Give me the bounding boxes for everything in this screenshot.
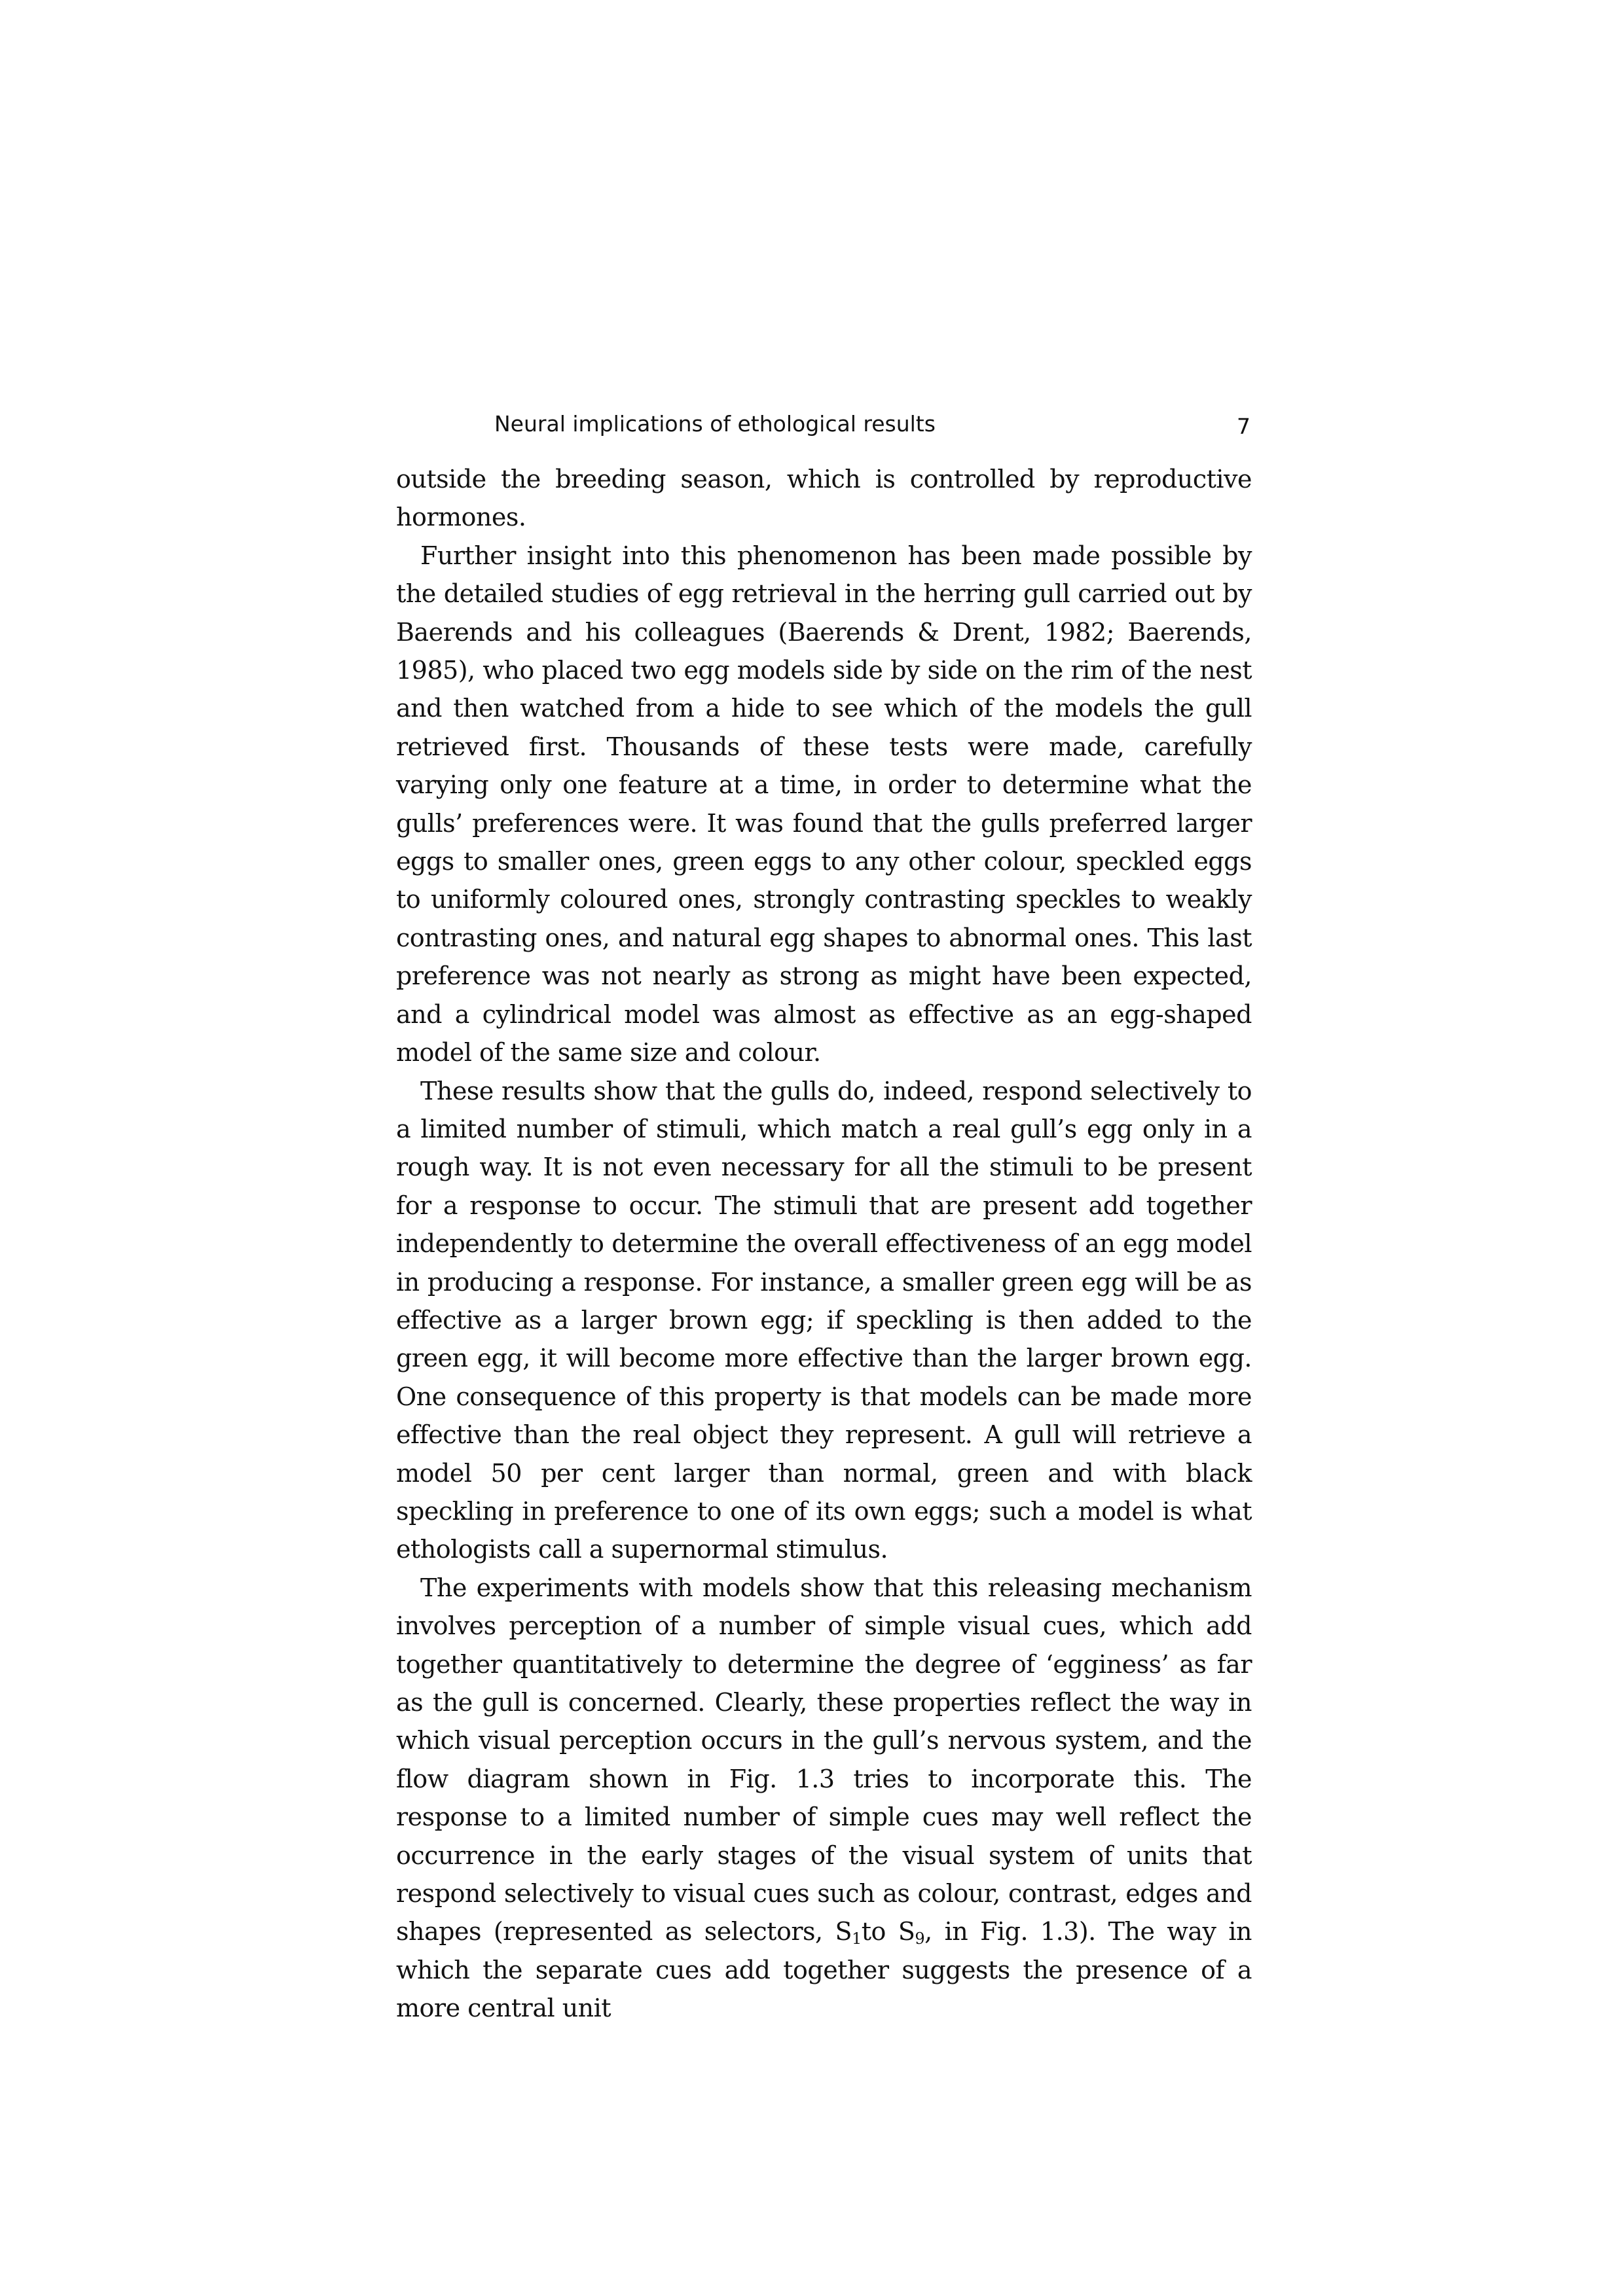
paragraph-3: These results show that the gulls do, indeed, respond selectively to a limited number of stimuli, which match a real gull’s egg only in a rough way. It is not even necessary for all the stimuli to be present for a response to occur. The stimuli that are present add together independently to determine the overall effectiveness of an egg model in producing a response. For instance, a smaller green egg will be as effective as a larger brown egg; if speckling is then added to the green egg, it will become more effective than the larger brown egg. One consequence of this property is that models can be made more effective than the real object they represent. A gull will retrieve a model 50 per cent larger than normal, green and with black speckling in preference to one of its own eggs; such a model is what ethologists call a supernormal stimulus. bbox=[396, 1076, 1252, 1564]
paragraph-4-part-2: to S bbox=[861, 1917, 915, 1946]
paragraph-1: outside the breeding season, which is controlled by reproductive hormones. bbox=[396, 465, 1252, 532]
running-head bbox=[396, 411, 1252, 450]
page-number: 7 bbox=[1237, 414, 1250, 439]
subscript-9: 9 bbox=[915, 1929, 925, 1948]
running-title: Neural implications of ethological results bbox=[494, 411, 936, 437]
paragraph-2: Further insight into this phenomenon has been made possible by the detailed studies of egg retrieval in the herring gull carried out by Baerends and his colleagues (Baerends & Drent, 1982; Baerends, 1985), who placed two egg models side by side on the rim of the nest and then watched from a hide to see which of the models the gull retrieved first. Thousands of these tests were made, carefully varying only one feature at a time, in order to determine what the gulls’ preferences were. It was found that the gulls preferred larger eggs to smaller ones, green eggs to any other colour, speckled eggs to uniformly coloured ones, strongly contrasting speckles to weakly contrasting ones, and natural egg shapes to abnormal ones. This last preference was not nearly as strong as might have been expected, and a cylindrical model was almost as effective as an egg-shaped model of the same size and colour. bbox=[396, 541, 1252, 1067]
subscript-1: 1 bbox=[852, 1929, 862, 1948]
paragraph-4-part-1: The experiments with models show that this releasing mechanism involves perception of a number of simple visual cues, which add together quantitatively to determine the degree of ‘egginess’ as far as the gull is concerned. Clearly, these properties reflect the way in which visual perception occurs in the gull’s nervous system, and the flow diagram shown in Fig. 1.3 tries to incorporate this. The response to a limited number of simple cues may well reflect the occurrence in the early stages of the visual system of units that respond selectively to visual cues such as colour, contrast, edges and shapes (represented as selectors, S bbox=[396, 1573, 1252, 1946]
body-text bbox=[396, 460, 1252, 2028]
paragraph-4-part-3: , in Fig. 1.3). The way in which the separate cues add together suggests the presence of a more central unit bbox=[396, 1917, 1252, 2023]
paragraph-4 bbox=[396, 1569, 1252, 2028]
